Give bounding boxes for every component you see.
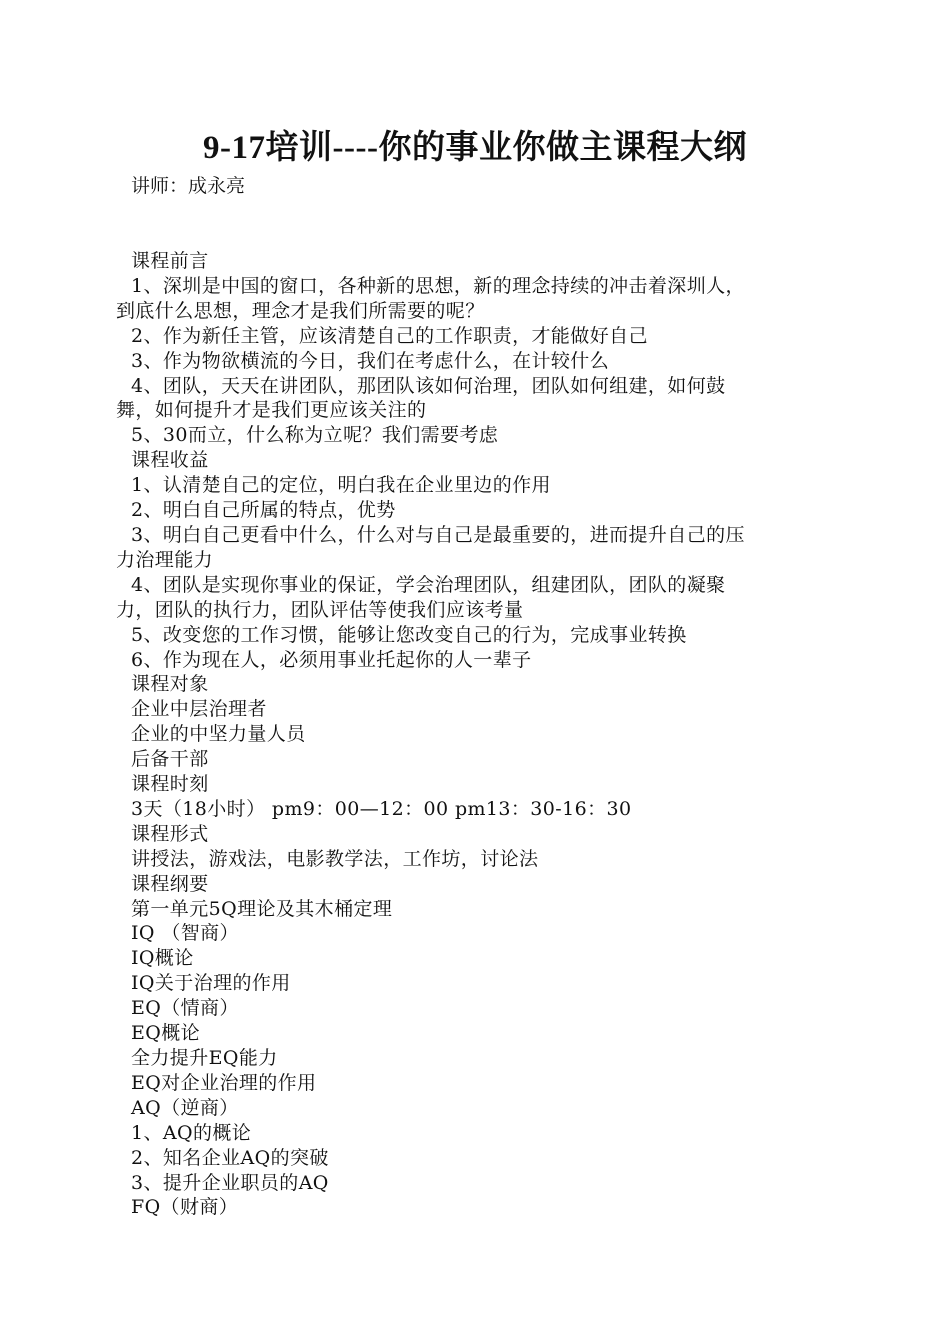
text-line: IQ （智商） [131, 922, 239, 945]
text-line: 1、AQ的概论 [131, 1121, 252, 1144]
text-line: 5、改变您的工作习惯，能够让您改变自己的行为，完成事业转换 [131, 623, 687, 646]
text-line: 3、提升企业职员的AQ [131, 1171, 329, 1194]
text-line: EQ概论 [131, 1022, 201, 1045]
text-line: 4、团队是实现你事业的保证，学会治理团队，组建团队，团队的凝聚 [131, 573, 726, 596]
document-body [116, 249, 838, 1220]
text-line: 1、认清楚自己的定位，明白我在企业里边的作用 [131, 474, 551, 497]
text-line: 3、明白自己更看中什么，什么对与自己是最重要的，进而提升自己的压 [131, 523, 745, 546]
section-heading-preface: 课程前言 [131, 250, 209, 272]
section-heading-format: 课程形式 [131, 822, 209, 845]
lecturer-line: 讲师：成永亮 [131, 175, 246, 197]
text-line: 2、知名企业AQ的突破 [131, 1146, 329, 1169]
text-line: 第一单元5Q理论及其木桶定理 [131, 897, 393, 920]
document-title: 9-17培训----你的事业你做主课程大纲 [203, 130, 747, 166]
text-line: 讲授法，游戏法，电影教学法，工作坊，讨论法 [131, 847, 539, 870]
text-line: 4、团队，天天在讲团队，那团队该如何治理，团队如何组建，如何鼓 [131, 374, 726, 397]
text-line: 6、作为现在人，必须用事业托起你的人一辈子 [131, 648, 532, 671]
text-line-continued: 舞，如何提升才是我们更应该关注的 [116, 399, 427, 422]
text-line: IQ概论 [131, 947, 194, 970]
text-line: 2、作为新任主管，应该清楚自己的工作职责，才能做好自己 [131, 324, 648, 347]
text-line: 全力提升EQ能力 [131, 1047, 278, 1069]
text-line-continued: 到底什么思想，理念才是我们所需要的呢？ [116, 299, 485, 322]
section-heading-time: 课程时刻 [131, 773, 209, 796]
section-heading-audience: 课程对象 [131, 673, 209, 696]
text-line: 5、30而立，什么称为立呢？我们需要考虑 [131, 424, 499, 447]
text-line: 后备干部 [131, 748, 209, 771]
text-line: 3、作为物欲横流的今日，我们在考虑什么，在计较什么 [131, 349, 610, 372]
text-line: 企业的中坚力量人员 [131, 723, 306, 746]
text-line: FQ（财商） [131, 1196, 239, 1219]
text-line: 1、深圳是中国的窗口，各种新的思想，新的理念持续的冲击着深圳人， [131, 274, 745, 297]
text-line: 2、明白自己所属的特点，优势 [131, 499, 396, 522]
text-line: EQ（情商） [131, 997, 239, 1020]
text-line: IQ关于治理的作用 [131, 972, 291, 995]
text-line: AQ（逆商） [131, 1096, 239, 1119]
text-line: EQ对企业治理的作用 [131, 1071, 317, 1094]
text-line-continued: 力治理能力 [116, 548, 214, 571]
text-line: 3天（18小时） pm9：00—12：00 pm13：30-16：30 [131, 797, 632, 820]
text-line: 企业中层治理者 [131, 698, 267, 721]
section-heading-benefits: 课程收益 [131, 449, 209, 472]
section-heading-outline: 课程纲要 [131, 872, 209, 895]
text-line-continued: 力，团队的执行力，团队评估等使我们应该考量 [116, 598, 524, 621]
